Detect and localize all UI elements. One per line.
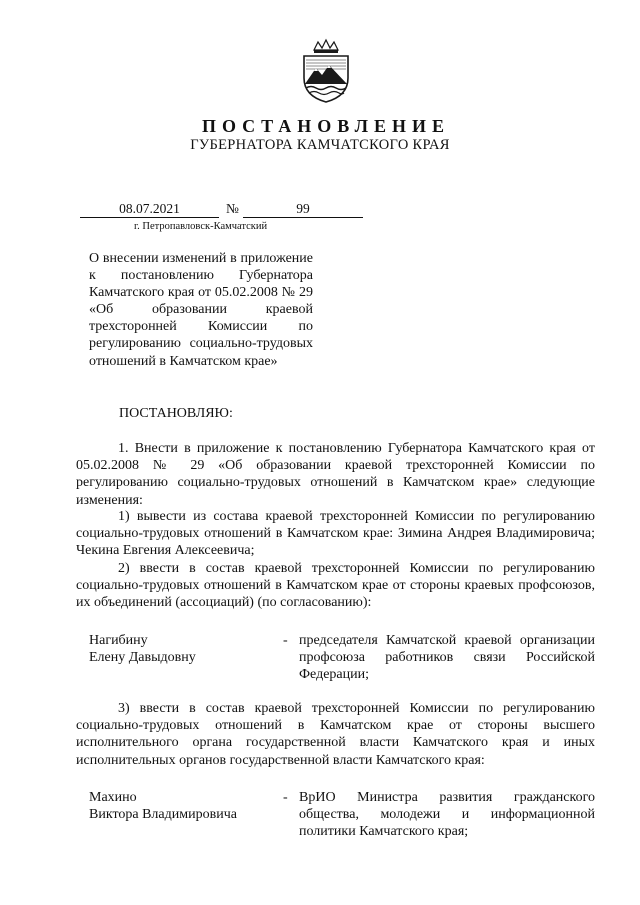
member-surname: Махино — [89, 790, 137, 805]
document-subject: О внесении изменений в приложение к постановлению Губернатора Камчатского края от 05.02.2008 № 29 «Об образовании краевой трехсторонней Комиссии по регулированию социально-трудовых отношений в Камчатском крае» — [89, 251, 313, 369]
document-city: г. Петропавловск-Камчатский — [134, 221, 268, 232]
member-position: ВрИО Министра развития гражданского общества, молодежи и информационной политики Камчатского края; — [299, 790, 595, 840]
paragraph-item-1: 1) вывести из состава краевой трехсторонней Комиссии по регулированию социально-трудовых отношений в Камчатском крае: Зимина Андрея Владимировича; Чекина Евгения Алексеевича; — [76, 509, 595, 559]
member-position: председателя Камчатской краевой организации профсоюза работников связи Российской Федерации; — [299, 633, 595, 683]
member-dash: - — [283, 790, 288, 805]
paragraph-item-3: 3) ввести в состав краевой трехсторонней Комиссии по регулированию социально-трудовых отношений в Камчатском крае от стороны высшего исполнительного органа государственной власти Камчатского края и иных исполнительных органов государственной власти Камчатского края: — [76, 701, 595, 768]
number-sign: № — [226, 201, 239, 216]
member-dash: - — [283, 633, 288, 648]
paragraph-item-2: 2) ввести в состав краевой трехсторонней Комиссии по регулированию социально-трудовых отношений в Камчатском крае от стороны краевых профсоюзов, их объединений (ассоциаций) (по согласованию): — [76, 561, 595, 611]
document-date: 08.07.2021 — [80, 201, 219, 218]
member-name — [89, 789, 279, 823]
member-given-names: Виктора Владимировича — [89, 807, 237, 823]
decree-word: ПОСТАНОВЛЯЮ: — [119, 406, 233, 421]
document-subtitle: ГУБЕРНАТОРА КАМЧАТСКОГО КРАЯ — [190, 137, 450, 153]
member-name — [89, 632, 279, 666]
member-given-names: Елену Давыдовну — [89, 650, 196, 666]
document-title: ПОСТАНОВЛЕНИЕ — [201, 116, 451, 136]
paragraph-1: 1. Внести в приложение к постановлению Губернатора Камчатского края от 05.02.2008 № 29 «Об образовании краевой трехсторонней Комиссии по регулированию социально-трудовых отношений в Камчатском крае» следующие изменения: — [76, 441, 595, 508]
document-number: 99 — [243, 201, 363, 218]
member-surname: Нагибину — [89, 633, 148, 648]
kamchatka-coat-of-arms-icon — [296, 38, 356, 104]
